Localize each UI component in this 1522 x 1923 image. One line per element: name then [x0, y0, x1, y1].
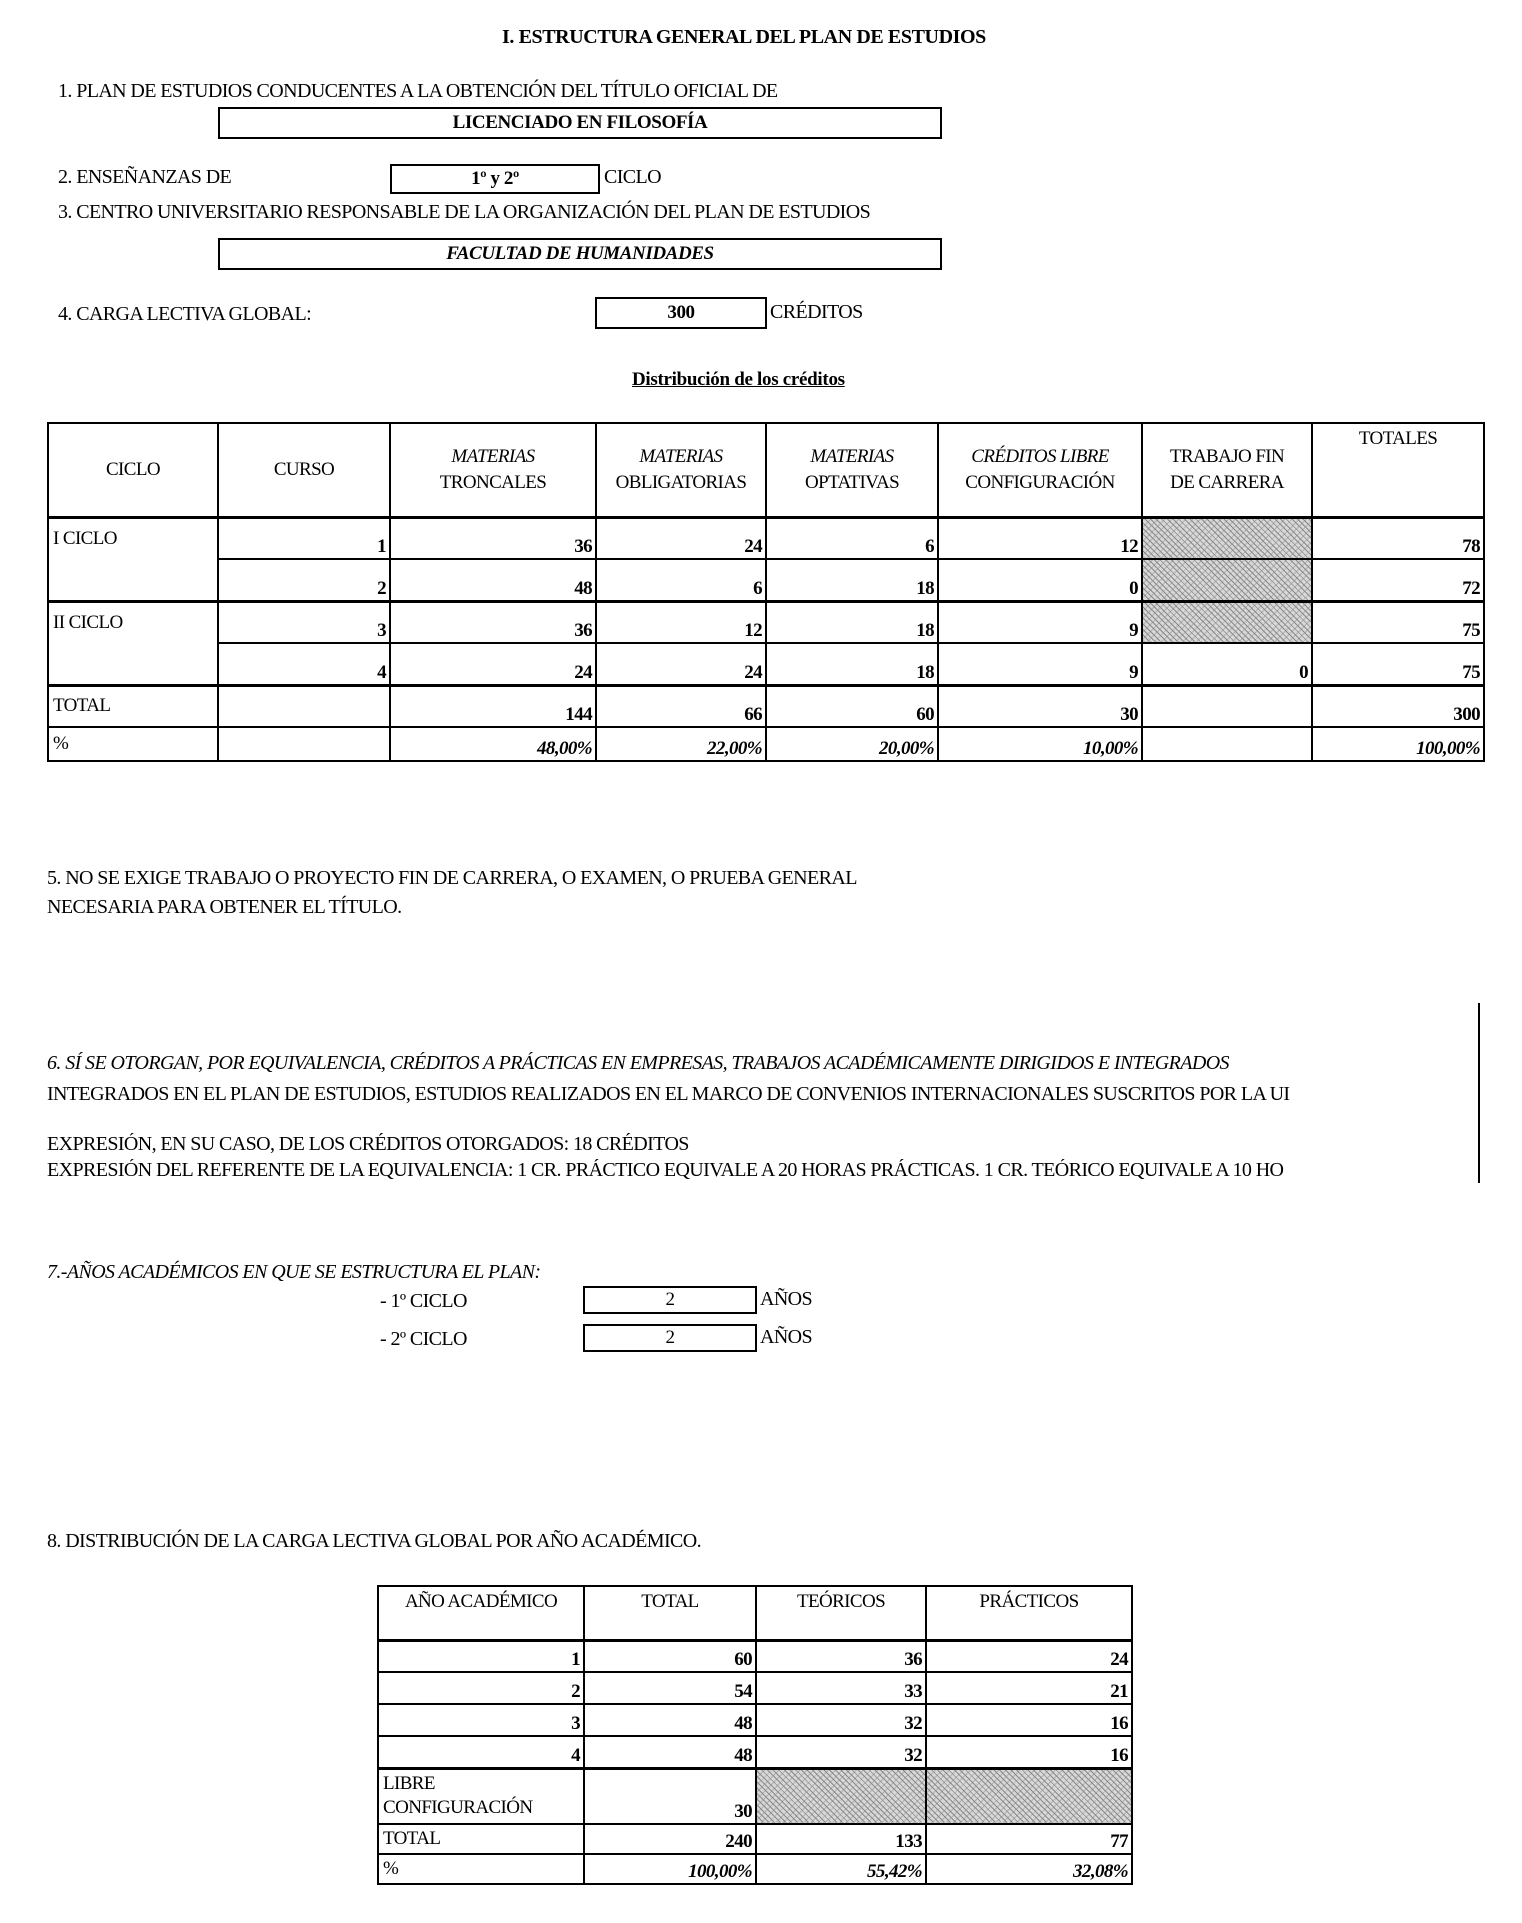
row-anio: 2 [378, 1672, 584, 1704]
row-ciclo [48, 559, 218, 601]
row-trabajo-hatched [1142, 517, 1312, 559]
header-libre: CRÉDITOS LIBRE CONFIGURACIÓN [938, 423, 1142, 517]
row-trabajo-hatched [1142, 559, 1312, 601]
percent-libre: 10,00% [938, 727, 1142, 761]
cycle-1-suffix: AÑOS [760, 1288, 813, 1310]
total-total: 240 [584, 1824, 756, 1854]
row-total: 54 [584, 1672, 756, 1704]
row-practicos: 21 [926, 1672, 1132, 1704]
libre-label: LIBRE CONFIGURACIÓN [378, 1768, 584, 1824]
total-label: TOTAL [378, 1824, 584, 1854]
row-teoricos: 33 [756, 1672, 926, 1704]
distribution-subtitle: Distribución de los créditos [632, 369, 845, 390]
cycle-2-suffix: AÑOS [760, 1326, 813, 1348]
row-total: 60 [584, 1640, 756, 1672]
row-obligatorias: 24 [596, 517, 766, 559]
percent-row [48, 727, 1484, 761]
row-optativas: 18 [766, 643, 938, 685]
row-totales: 78 [1312, 517, 1484, 559]
row-ciclo: I CICLO [48, 517, 218, 559]
percent-total: 100,00% [584, 1854, 756, 1884]
total-teoricos: 133 [756, 1824, 926, 1854]
row-troncales: 36 [390, 601, 596, 643]
libre-practicos-hatched [926, 1768, 1132, 1824]
header-practicos: PRÁCTICOS [926, 1586, 1132, 1640]
row-troncales: 36 [390, 517, 596, 559]
cycle-1-years-field: 2 [583, 1286, 757, 1314]
section-8-label: 8. DISTRIBUCIÓN DE LA CARGA LECTIVA GLOBAL POR AÑO ACADÉMICO. [47, 1530, 701, 1552]
section-3-label: 3. CENTRO UNIVERSITARIO RESPONSABLE DE LA ORGANIZACIÓN DEL PLAN DE ESTUDIOS [58, 201, 871, 223]
faculty-field: FACULTAD DE HUMANIDADES [218, 238, 942, 270]
row-practicos: 16 [926, 1704, 1132, 1736]
section-5-line-1: 5. NO SE EXIGE TRABAJO O PROYECTO FIN DE CARRERA, O EXAMEN, O PRUEBA GENERAL [47, 867, 857, 889]
global-load-field: 300 [595, 297, 767, 329]
section-5-line-2: NECESARIA PARA OBTENER EL TÍTULO. [47, 896, 402, 918]
header-troncales: MATERIAS TRONCALES [390, 423, 596, 517]
libre-row [378, 1768, 1132, 1824]
right-edge-line [1478, 1003, 1480, 1183]
header-row [378, 1586, 1132, 1640]
page-title: I. ESTRUCTURA GENERAL DEL PLAN DE ESTUDIOS [502, 26, 986, 48]
percent-label: % [378, 1854, 584, 1884]
cycle-1-label: - 1º CICLO [380, 1290, 467, 1312]
percent-optativas: 20,00% [766, 727, 938, 761]
section-6-line-3: EXPRESIÓN, EN SU CASO, DE LOS CRÉDITOS OTORGADOS: 18 CRÉDITOS [47, 1133, 689, 1155]
section-2-label: 2. ENSEÑANZAS DE [58, 166, 232, 188]
total-curso [218, 685, 390, 727]
percent-trabajo [1142, 727, 1312, 761]
section-6-line-1: 6. SÍ SE OTORGAN, POR EQUIVALENCIA, CRÉDITOS A PRÁCTICAS EN EMPRESAS, TRABAJOS ACADÉMICAMENTE DIRIGIDOS E INTEGRADOS [47, 1052, 1229, 1074]
cycles-field: 1º y 2º [390, 164, 600, 194]
header-row [48, 423, 1484, 517]
row-optativas: 18 [766, 601, 938, 643]
row-teoricos: 32 [756, 1736, 926, 1768]
row-teoricos: 36 [756, 1640, 926, 1672]
row-trabajo-hatched [1142, 601, 1312, 643]
credits-suffix: CRÉDITOS [770, 301, 863, 323]
row-totales: 75 [1312, 601, 1484, 643]
row-ciclo: II CICLO [48, 601, 218, 643]
row-optativas: 18 [766, 559, 938, 601]
row-curso: 4 [218, 643, 390, 685]
table-row [48, 517, 1484, 559]
row-curso: 2 [218, 559, 390, 601]
row-totales: 72 [1312, 559, 1484, 601]
libre-teoricos-hatched [756, 1768, 926, 1824]
header-totales: TOTALES [1312, 423, 1484, 517]
row-obligatorias: 12 [596, 601, 766, 643]
row-anio: 1 [378, 1640, 584, 1672]
row-total: 48 [584, 1736, 756, 1768]
total-totales: 300 [1312, 685, 1484, 727]
row-libre: 9 [938, 643, 1142, 685]
table-row [378, 1704, 1132, 1736]
table-row [48, 643, 1484, 685]
percent-troncales: 48,00% [390, 727, 596, 761]
table-row [48, 559, 1484, 601]
section-6-line-2: INTEGRADOS EN EL PLAN DE ESTUDIOS, ESTUDIOS REALIZADOS EN EL MARCO DE CONVENIOS INTERNACIONALES SUSCRITOS POR LA UI [47, 1083, 1290, 1105]
total-obligatorias: 66 [596, 685, 766, 727]
row-curso: 1 [218, 517, 390, 559]
row-troncales: 48 [390, 559, 596, 601]
row-optativas: 6 [766, 517, 938, 559]
row-practicos: 16 [926, 1736, 1132, 1768]
percent-obligatorias: 22,00% [596, 727, 766, 761]
cycle-2-label: - 2º CICLO [380, 1328, 467, 1350]
table-row [378, 1640, 1132, 1672]
section-1-label: 1. PLAN DE ESTUDIOS CONDUCENTES A LA OBTENCIÓN DEL TÍTULO OFICIAL DE [58, 80, 778, 102]
header-obligatorias: MATERIAS OBLIGATORIAS [596, 423, 766, 517]
row-libre: 0 [938, 559, 1142, 601]
row-trabajo: 0 [1142, 643, 1312, 685]
cycles-suffix: CICLO [604, 166, 662, 188]
row-obligatorias: 24 [596, 643, 766, 685]
percent-teoricos: 55,42% [756, 1854, 926, 1884]
total-row [378, 1824, 1132, 1854]
total-practicos: 77 [926, 1824, 1132, 1854]
percent-label: % [48, 727, 218, 761]
total-trabajo [1142, 685, 1312, 727]
row-anio: 3 [378, 1704, 584, 1736]
row-total: 48 [584, 1704, 756, 1736]
percent-row [378, 1854, 1132, 1884]
row-libre: 12 [938, 517, 1142, 559]
section-4-label: 4. CARGA LECTIVA GLOBAL: [58, 303, 312, 325]
credits-distribution-table [47, 422, 1485, 762]
header-curso: CURSO [218, 423, 390, 517]
header-anio: AÑO ACADÉMICO [378, 1586, 584, 1640]
total-row [48, 685, 1484, 727]
total-libre: 30 [938, 685, 1142, 727]
degree-title-field: LICENCIADO EN FILOSOFÍA [218, 107, 942, 139]
table-row [378, 1736, 1132, 1768]
percent-practicos: 32,08% [926, 1854, 1132, 1884]
row-anio: 4 [378, 1736, 584, 1768]
header-optativas: MATERIAS OPTATIVAS [766, 423, 938, 517]
row-ciclo [48, 643, 218, 685]
section-7-label: 7.-AÑOS ACADÉMICOS EN QUE SE ESTRUCTURA EL PLAN: [47, 1261, 541, 1283]
libre-total: 30 [584, 1768, 756, 1824]
row-obligatorias: 6 [596, 559, 766, 601]
header-teoricos: TEÓRICOS [756, 1586, 926, 1640]
row-totales: 75 [1312, 643, 1484, 685]
percent-totales: 100,00% [1312, 727, 1484, 761]
table-row [378, 1672, 1132, 1704]
row-curso: 3 [218, 601, 390, 643]
header-total: TOTAL [584, 1586, 756, 1640]
total-troncales: 144 [390, 685, 596, 727]
table-row [48, 601, 1484, 643]
row-practicos: 24 [926, 1640, 1132, 1672]
total-label: TOTAL [48, 685, 218, 727]
header-ciclo: CICLO [48, 423, 218, 517]
row-troncales: 24 [390, 643, 596, 685]
row-libre: 9 [938, 601, 1142, 643]
section-6-line-4: EXPRESIÓN DEL REFERENTE DE LA EQUIVALENCIA: 1 CR. PRÁCTICO EQUIVALE A 20 HORAS PRÁCTICAS. 1 CR. TEÓRICO EQUIVALE A 10 HO [47, 1159, 1284, 1181]
cycle-2-years-field: 2 [583, 1324, 757, 1352]
annual-load-table [377, 1585, 1133, 1885]
percent-curso [218, 727, 390, 761]
header-trabajo: TRABAJO FIN DE CARRERA [1142, 423, 1312, 517]
total-optativas: 60 [766, 685, 938, 727]
row-teoricos: 32 [756, 1704, 926, 1736]
